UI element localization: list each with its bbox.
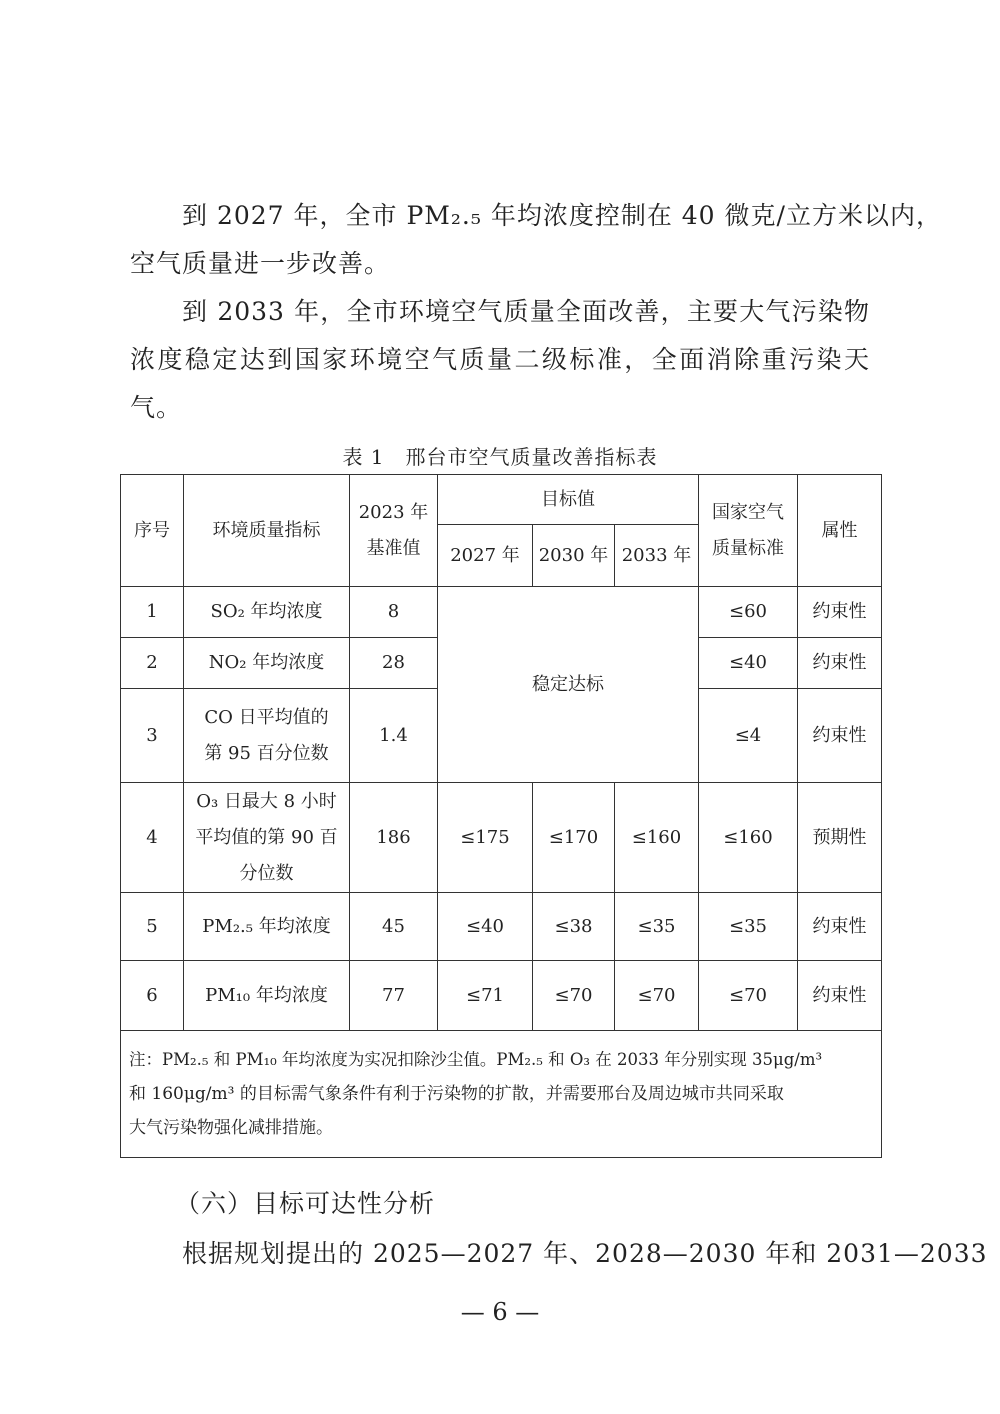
cell-baseline: 45 bbox=[350, 893, 438, 961]
cell-2030: ≤170 bbox=[533, 783, 615, 893]
paragraph-line: 气。 bbox=[130, 393, 183, 422]
indicator-line: 平均值的第 90 百 bbox=[195, 826, 338, 848]
cell-2033: ≤160 bbox=[615, 783, 699, 893]
table-row bbox=[121, 893, 882, 961]
cell-baseline: 28 bbox=[350, 638, 438, 689]
cell-indicator bbox=[184, 783, 350, 893]
header-2033: 2033 年 bbox=[615, 525, 699, 587]
paragraph-line: 到 2027 年，全市 PM₂.₅ 年均浓度控制在 40 微克/立方米以内， bbox=[182, 201, 942, 230]
header-national-line: 国家空气 bbox=[712, 501, 784, 523]
paragraph-line: 空气质量进一步改善。 bbox=[130, 249, 391, 278]
indicator-line: 分位数 bbox=[239, 862, 294, 884]
table-caption: 表 1 邢台市空气质量改善指标表 bbox=[342, 445, 658, 469]
cell-national: ≤160 bbox=[699, 783, 798, 893]
cell-baseline: 186 bbox=[350, 783, 438, 893]
cell-indicator bbox=[184, 689, 350, 783]
indicator-line: 第 95 百分位数 bbox=[204, 742, 329, 764]
cell-attribute: 预期性 bbox=[798, 783, 882, 893]
cell-national: ≤70 bbox=[699, 961, 798, 1031]
cell-attribute: 约束性 bbox=[798, 689, 882, 783]
cell-indicator: PM₂.₅ 年均浓度 bbox=[184, 893, 350, 961]
section-heading: （六）目标可达性分析 bbox=[175, 1189, 436, 1218]
cell-indicator: PM₁₀ 年均浓度 bbox=[184, 961, 350, 1031]
cell-merged-target: 稳定达标 bbox=[438, 587, 699, 783]
cell-baseline: 77 bbox=[350, 961, 438, 1031]
indicator-line: CO 日平均值的 bbox=[204, 706, 329, 728]
table-note bbox=[121, 1031, 882, 1158]
note-line: 注：PM₂.₅ 和 PM₁₀ 年均浓度为实况扣除沙尘值。PM₂.₅ 和 O₃ 在 2033 年分别实现 35μg/m³ bbox=[129, 1050, 823, 1069]
cell-national: ≤35 bbox=[699, 893, 798, 961]
table-row bbox=[121, 783, 882, 893]
cell-national: ≤4 bbox=[699, 689, 798, 783]
header-2030: 2030 年 bbox=[533, 525, 615, 587]
table-row bbox=[121, 587, 882, 638]
paragraph-line: 到 2033 年，全市环境空气质量全面改善，主要大气污染物 bbox=[182, 297, 870, 326]
table-note-row bbox=[121, 1031, 882, 1158]
header-attribute: 属性 bbox=[798, 475, 882, 587]
header-2027: 2027 年 bbox=[438, 525, 533, 587]
note-line: 大气污染物强化减排措施。 bbox=[129, 1118, 333, 1138]
cell-2027: ≤40 bbox=[438, 893, 533, 961]
header-index: 序号 bbox=[121, 475, 184, 587]
cell-2027: ≤175 bbox=[438, 783, 533, 893]
air-quality-table bbox=[120, 474, 882, 1158]
indicator-line: O₃ 日最大 8 小时 bbox=[196, 790, 337, 812]
cell-national: ≤60 bbox=[699, 587, 798, 638]
cell-index: 6 bbox=[121, 961, 184, 1031]
cell-2027: ≤71 bbox=[438, 961, 533, 1031]
cell-index: 2 bbox=[121, 638, 184, 689]
cell-index: 4 bbox=[121, 783, 184, 893]
cell-index: 1 bbox=[121, 587, 184, 638]
header-baseline-line: 基准值 bbox=[366, 537, 421, 559]
cell-baseline: 8 bbox=[350, 587, 438, 638]
note-line: 和 160μg/m³ 的目标需气象条件有利于污染物的扩散，并需要邢台及周边城市共同采取 bbox=[129, 1084, 784, 1104]
cell-2033: ≤35 bbox=[615, 893, 699, 961]
paragraph-line: 根据规划提出的 2025—2027 年、2028—2030 年和 2031—2033 bbox=[182, 1239, 988, 1268]
header-national-line: 质量标准 bbox=[712, 537, 784, 559]
cell-index: 5 bbox=[121, 893, 184, 961]
header-national bbox=[699, 475, 798, 587]
cell-attribute: 约束性 bbox=[798, 961, 882, 1031]
cell-2030: ≤70 bbox=[533, 961, 615, 1031]
header-baseline bbox=[350, 475, 438, 587]
cell-2033: ≤70 bbox=[615, 961, 699, 1031]
header-row bbox=[121, 475, 882, 525]
header-indicator: 环境质量指标 bbox=[184, 475, 350, 587]
cell-national: ≤40 bbox=[699, 638, 798, 689]
page-number: — 6 — bbox=[460, 1298, 540, 1326]
header-baseline-line: 2023 年 bbox=[358, 501, 429, 523]
cell-attribute: 约束性 bbox=[798, 893, 882, 961]
cell-attribute: 约束性 bbox=[798, 638, 882, 689]
cell-indicator: NO₂ 年均浓度 bbox=[184, 638, 350, 689]
table-row bbox=[121, 961, 882, 1031]
header-target: 目标值 bbox=[438, 475, 699, 525]
cell-baseline: 1.4 bbox=[350, 689, 438, 783]
cell-2030: ≤38 bbox=[533, 893, 615, 961]
cell-attribute: 约束性 bbox=[798, 587, 882, 638]
cell-index: 3 bbox=[121, 689, 184, 783]
cell-indicator: SO₂ 年均浓度 bbox=[184, 587, 350, 638]
paragraph-line: 浓度稳定达到国家环境空气质量二级标准，全面消除重污染天 bbox=[130, 345, 870, 374]
